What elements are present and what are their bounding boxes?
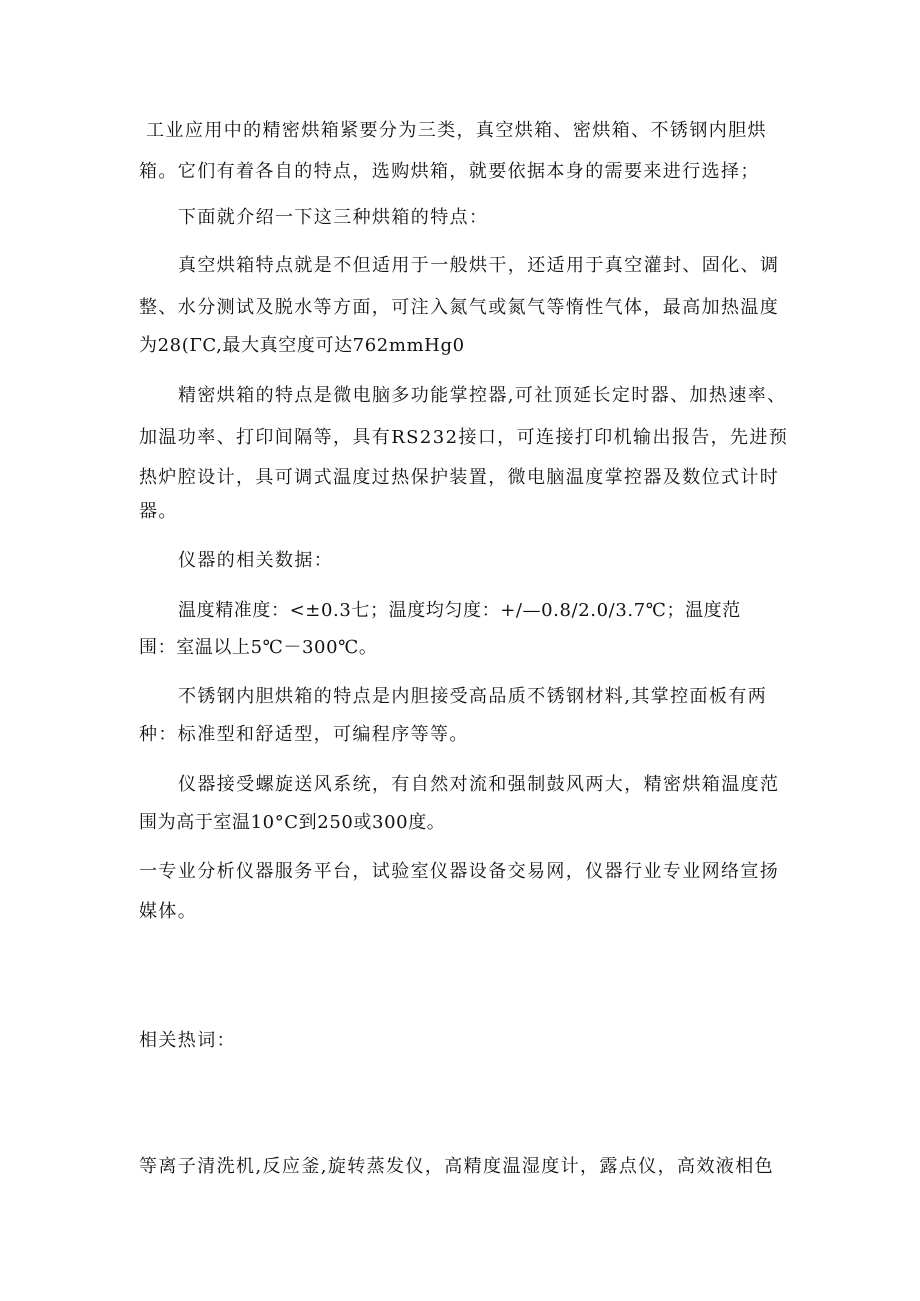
paragraph-precision-line-4: 器。 [139,501,178,522]
paragraph-precision-line-1: 精密烘箱的特点是微电脑多功能掌控器,可社顶延长定时器、加热速率、 [178,385,787,406]
paragraph-platform-line-2: 媒体。 [139,901,198,922]
paragraph-intro-line-1: 工业应用中的精密烘箱紧要分为三类，真空烘箱、密烘箱、不锈钢内胆烘 [139,120,767,141]
paragraph-vacuum-line-1: 真空烘箱特点就是不但适用于一般烘干，还适用于真空灌封、固化、调 [178,255,780,276]
paragraph-precision-line-3: 热炉腔设计，具可调式温度过热保护装置，微电脑温度掌控器及数位式计时 [139,467,780,488]
related-keywords-label: 相关热词： [139,1030,236,1051]
paragraph-precision-line-2: 加温功率、打印间隔等，具有RS232接口，可连接打印机输出报告，先进预 [139,427,789,448]
paragraph-specs-line-1: 温度精准度：<±0.3七；温度均匀度：+/—0.8/2.0/3.7℃；温度范 [178,600,741,621]
paragraph-stainless-line-2: 种：标准型和舒适型，可编程序等等。 [139,724,469,745]
paragraph-airflow-line-1: 仪器接受螺旋送风系统，有自然对流和强制鼓风两大，精密烘箱温度范 [178,774,780,795]
paragraph-data-heading: 仪器的相关数据： [178,550,334,571]
paragraph-airflow-line-2: 围为高于室温10°C到250或300度。 [139,812,446,833]
paragraph-vacuum-line-3: 为28(ΓC,最大真空度可达762mmHg0 [139,335,465,356]
paragraph-vacuum-line-2: 整、水分测试及脱水等方面，可注入氮气或氮气等惰性气体，最高加热温度 [139,297,780,318]
paragraph-intro-line-2: 箱。它们有着各自的特点，选购烘箱，就要依据本身的需要来进行选择； [139,161,760,182]
paragraph-heading-line: 下面就介绍一下这三种烘箱的特点： [178,207,489,228]
paragraph-specs-line-2: 围：室温以上5℃－300℃。 [139,637,378,658]
paragraph-platform-line-1: 一专业分析仪器服务平台，试验室仪器设备交易网，仪器行业专业网络宣扬 [139,861,780,882]
paragraph-stainless-line-1: 不锈钢内胆烘箱的特点是内胆接受高品质不锈钢材料,其掌控面板有两 [178,686,768,707]
related-keywords-list: 等离子清洗机,反应釜,旋转蒸发仪，高精度温湿度计，露点仪，高效液相色 [139,1156,775,1177]
